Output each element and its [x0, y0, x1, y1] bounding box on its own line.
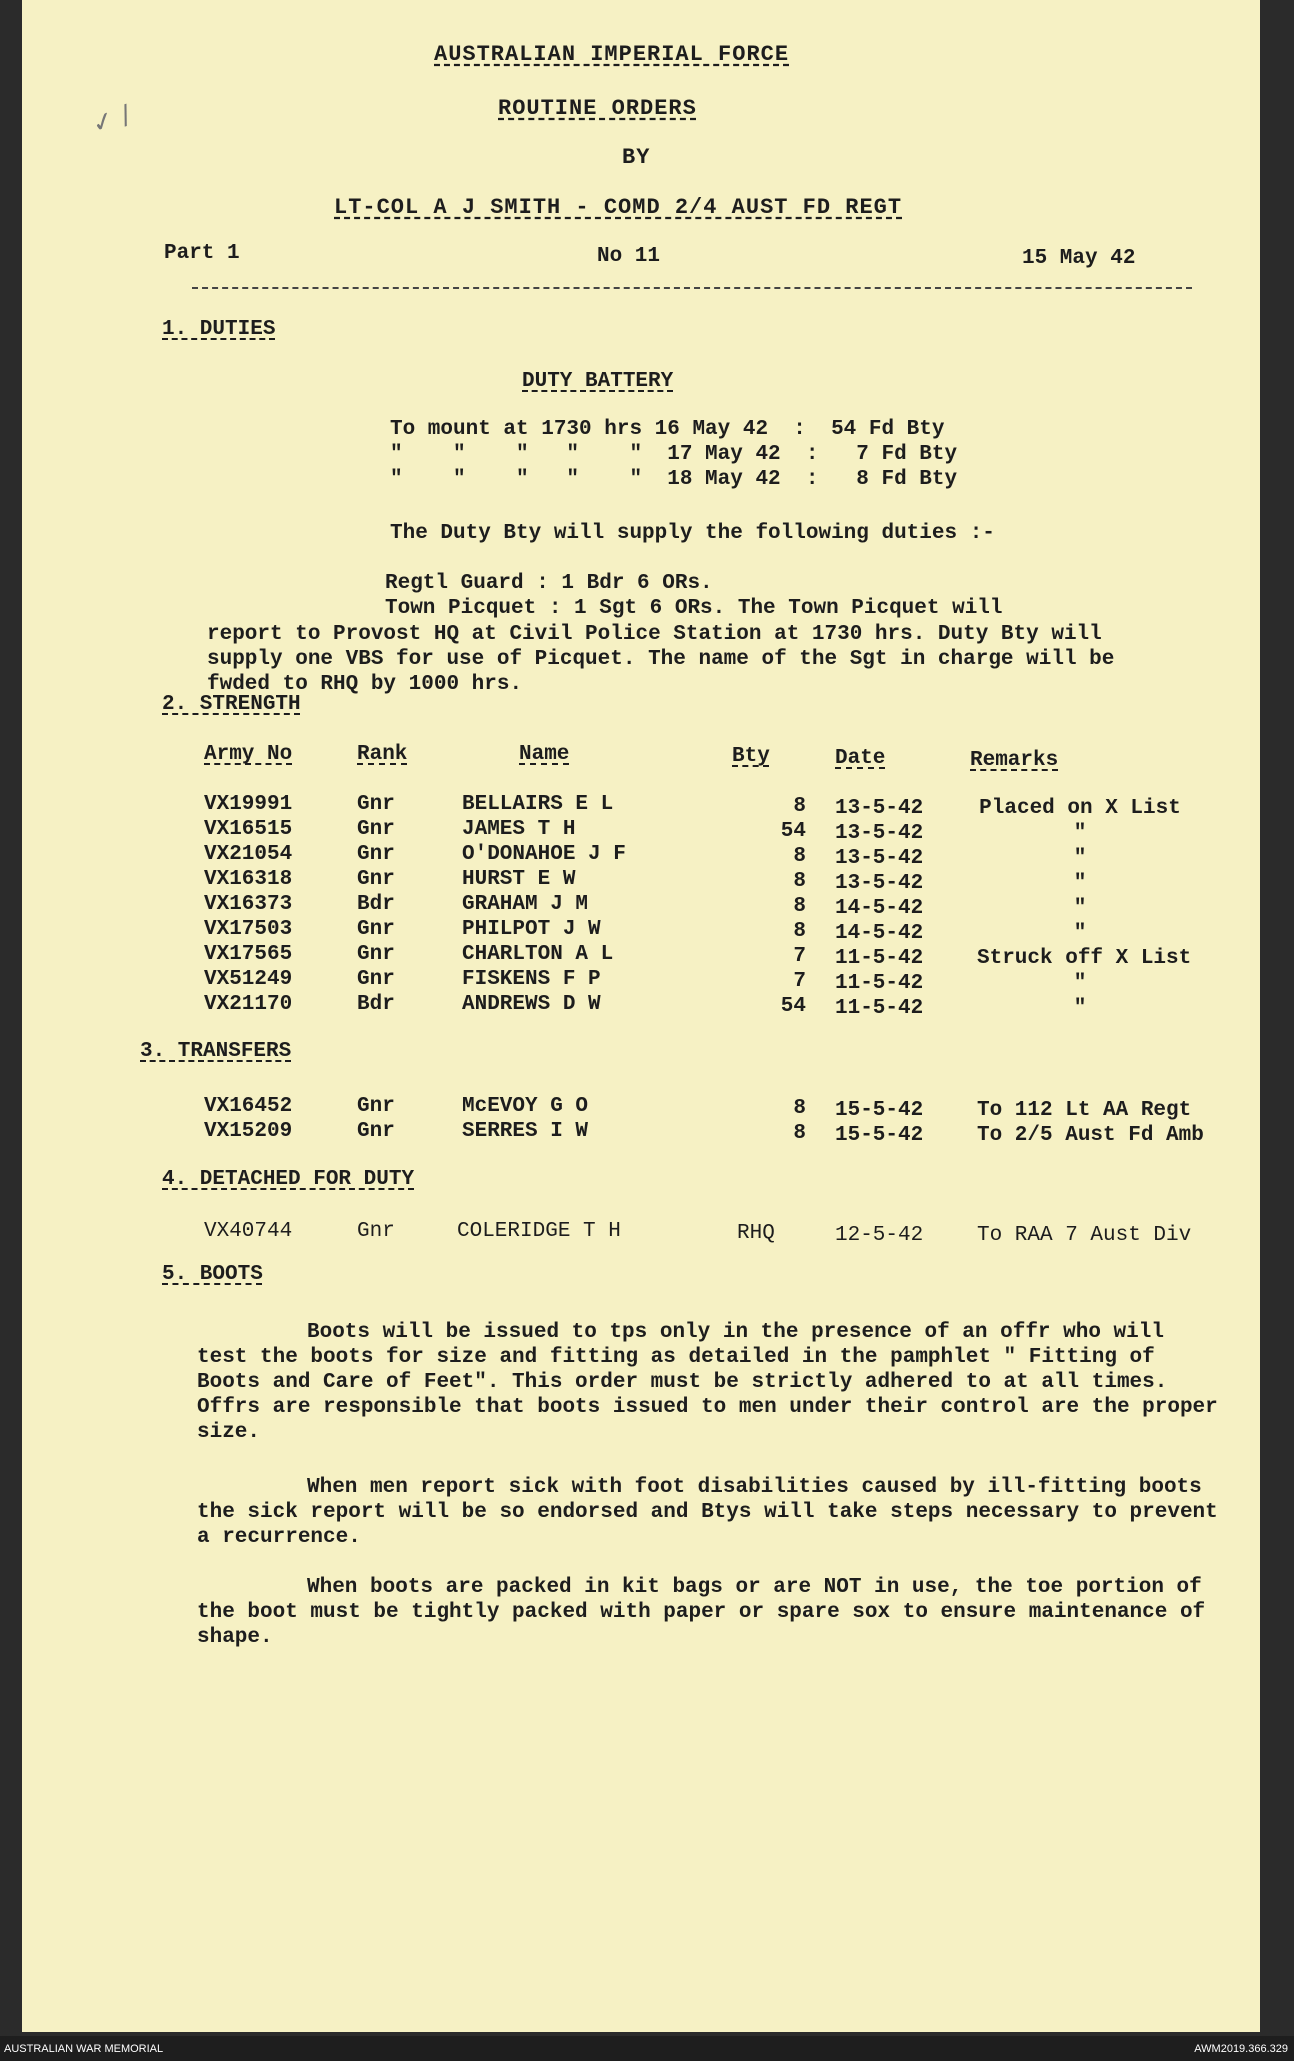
- army-no: VX17503: [204, 918, 293, 941]
- army-no: VX16515: [204, 818, 293, 841]
- boots-paragraph-2: When men report sick with foot disabilities caused by ill-fitting boots the sick report will be so endorsed and Btys will take steps necessary to prevent a recurrence.: [197, 1476, 1218, 1549]
- bty: 8: [793, 795, 806, 818]
- bty: 7: [793, 945, 806, 968]
- section-strength-heading: 2. STRENGTH: [162, 693, 301, 716]
- date: 11-5-42: [835, 972, 924, 995]
- remarks: ": [1073, 922, 1087, 945]
- date: 15-5-42: [835, 1099, 924, 1122]
- bty: 8: [793, 1097, 806, 1120]
- picquet-details: report to Provost HQ at Civil Police Station at 1730 hrs. Duty Bty will supply one VBS for use of Picquet. The name of the Sgt in charge will be fwded to RHQ by 1000 hrs.: [207, 623, 1115, 696]
- rank: Gnr: [357, 843, 395, 866]
- handwritten-mark: ✓ /: [88, 99, 135, 141]
- mount-line-2: " " " " " 17 May 42 : 7 Fd Bty: [390, 443, 958, 466]
- name: CHARLTON A L: [462, 943, 614, 966]
- army-no: VX16318: [204, 868, 293, 891]
- rank: Gnr: [357, 1095, 395, 1118]
- date: 11-5-42: [835, 997, 924, 1020]
- army-no: VX16452: [204, 1095, 293, 1118]
- col-name: Name: [519, 743, 570, 766]
- name: HURST E W: [462, 868, 576, 891]
- picquet-line: Town Picquet : 1 Sgt 6 ORs. The Town Picquet will: [385, 597, 1003, 620]
- remarks: ": [1073, 897, 1087, 920]
- orders-title: ROUTINE ORDERS: [498, 96, 697, 121]
- date: 13-5-42: [835, 822, 924, 845]
- footer-accession: AWM2019.366.329: [1194, 2043, 1288, 2055]
- supply-line: The Duty Bty will supply the following duties :-: [390, 522, 995, 545]
- remarks: ": [1073, 997, 1087, 1020]
- remarks: To RAA 7 Aust Div: [977, 1224, 1192, 1247]
- col-rank: Rank: [357, 743, 408, 766]
- remarks: ": [1073, 972, 1087, 995]
- date: 14-5-42: [835, 897, 924, 920]
- col-army-no: Army No: [204, 743, 293, 766]
- bty: 7: [793, 970, 806, 993]
- document-page: [22, 0, 1260, 2032]
- army-no: VX21170: [204, 993, 293, 1016]
- army-no: VX16373: [204, 893, 293, 916]
- rank: Gnr: [357, 793, 395, 816]
- remarks: Placed on X List: [979, 797, 1181, 820]
- rank: Bdr: [357, 893, 395, 916]
- commander-line: LT-COL A J SMITH - COMD 2/4 AUST FD REGT: [334, 195, 903, 220]
- date: 13-5-42: [835, 847, 924, 870]
- army-no: VX15209: [204, 1120, 293, 1143]
- remarks: ": [1073, 872, 1087, 895]
- army-no: VX21054: [204, 843, 293, 866]
- rank: Gnr: [357, 868, 395, 891]
- col-bty: Bty: [732, 745, 770, 768]
- duty-battery-heading: DUTY BATTERY: [522, 370, 674, 393]
- name: JAMES T H: [462, 818, 576, 841]
- rank: Gnr: [357, 968, 395, 991]
- order-date: 15 May 42: [1022, 247, 1136, 270]
- name: O'DONAHOE J F: [462, 843, 626, 866]
- remarks: Struck off X List: [977, 947, 1192, 970]
- part-label: Part 1: [164, 242, 240, 265]
- mount-line-1: To mount at 1730 hrs 16 May 42 : 54 Fd Bty: [390, 418, 945, 441]
- army-no: VX51249: [204, 968, 293, 991]
- rank: Gnr: [357, 1120, 395, 1143]
- name: FISKENS F P: [462, 968, 601, 991]
- section-boots-heading: 5. BOOTS: [162, 1263, 263, 1286]
- date: 12-5-42: [835, 1224, 924, 1247]
- name: ANDREWS D W: [462, 993, 601, 1016]
- section-duties-heading: 1. DUTIES: [162, 318, 276, 341]
- section-transfers-heading: 3. TRANSFERS: [140, 1040, 292, 1063]
- bty: 8: [793, 920, 806, 943]
- org-heading: AUSTRALIAN IMPERIAL FORCE: [434, 42, 790, 67]
- rank: Bdr: [357, 993, 395, 1016]
- archive-footer: [0, 2036, 1294, 2061]
- col-date: Date: [835, 747, 886, 770]
- remarks: To 112 Lt AA Regt: [977, 1099, 1192, 1122]
- rank: Gnr: [357, 918, 395, 941]
- name: McEVOY G O: [462, 1095, 589, 1118]
- name: COLERIDGE T H: [457, 1220, 621, 1243]
- date: 14-5-42: [835, 922, 924, 945]
- divider-line: [192, 287, 1192, 289]
- rank: Gnr: [357, 943, 395, 966]
- boots-paragraph-3: When boots are packed in kit bags or are NOT in use, the toe portion of the boot must be tightly packed with paper or spare sox to ensure maintenance of shape.: [197, 1576, 1206, 1649]
- date: 13-5-42: [835, 797, 924, 820]
- remarks: To 2/5 Aust Fd Amb: [977, 1124, 1204, 1147]
- name: BELLAIRS E L: [462, 793, 614, 816]
- col-remarks: Remarks: [970, 749, 1059, 772]
- remarks: ": [1073, 822, 1087, 845]
- name: GRAHAM J M: [462, 893, 589, 916]
- rank: Gnr: [357, 1220, 395, 1243]
- rank: Gnr: [357, 818, 395, 841]
- remarks: ": [1073, 847, 1087, 870]
- boots-paragraph-1: Boots will be issued to tps only in the presence of an offr who will test the boots for size and fitting as detailed in the pamphlet " Fitting of Boots and Care of Feet". This order must be strictly adhered to at all times. Offrs are responsible that boots issued to men under their control are the proper size.: [197, 1321, 1218, 1444]
- bty: 8: [793, 870, 806, 893]
- footer-source: AUSTRALIAN WAR MEMORIAL: [4, 2043, 164, 2055]
- date: 15-5-42: [835, 1124, 924, 1147]
- mount-line-3: " " " " " 18 May 42 : 8 Fd Bty: [390, 468, 958, 491]
- army-no: VX17565: [204, 943, 293, 966]
- section-detached-heading: 4. DETACHED FOR DUTY: [162, 1168, 415, 1191]
- name: PHILPOT J W: [462, 918, 601, 941]
- guard-line: Regtl Guard : 1 Bdr 6 ORs.: [385, 572, 713, 595]
- bty: 8: [793, 895, 806, 918]
- bty: 54: [780, 995, 806, 1018]
- bty: 54: [780, 820, 806, 843]
- bty: 8: [793, 845, 806, 868]
- by-label: BY: [622, 145, 651, 170]
- army-no: VX19991: [204, 793, 293, 816]
- bty: 8: [793, 1122, 806, 1145]
- name: SERRES I W: [462, 1120, 589, 1143]
- order-number: No 11: [597, 245, 661, 268]
- date: 11-5-42: [835, 947, 924, 970]
- bty: RHQ: [737, 1222, 775, 1245]
- army-no: VX40744: [204, 1220, 293, 1243]
- date: 13-5-42: [835, 872, 924, 895]
